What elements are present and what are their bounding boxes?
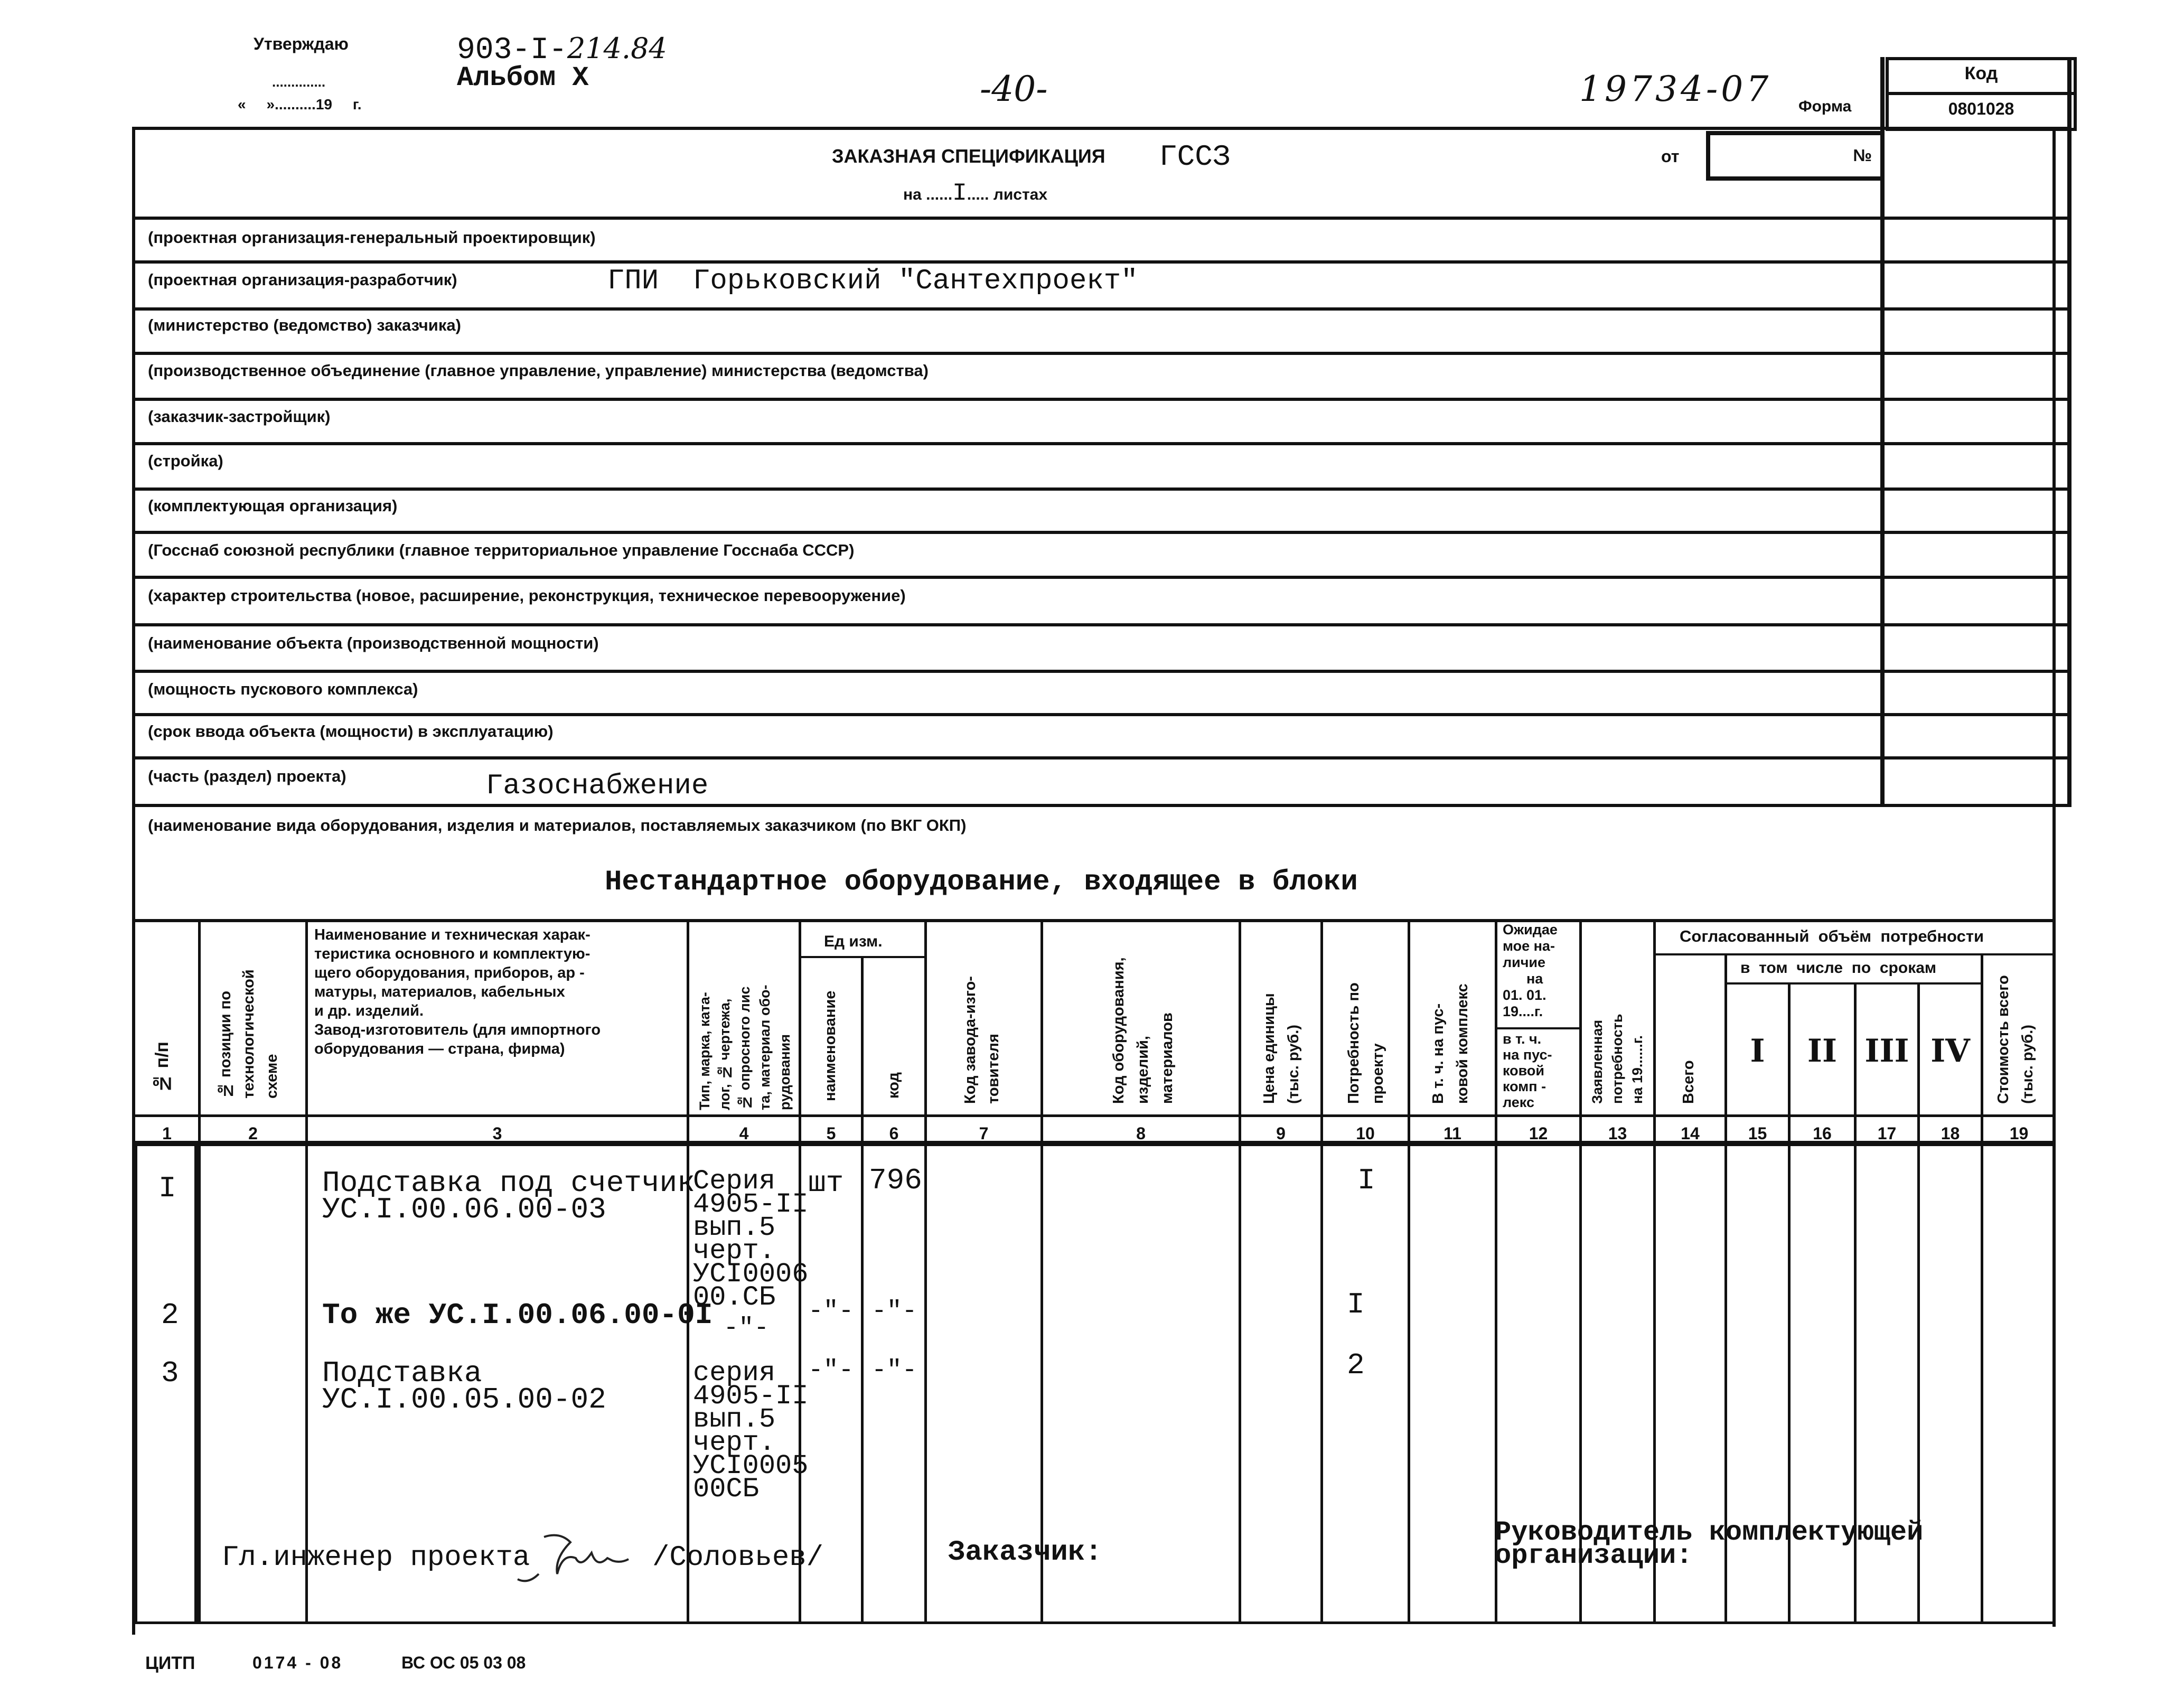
org-row-commissioning-date: (срок ввода объекта (мощности) в эксплуатацию) <box>148 722 554 740</box>
org-row-object-name: (наименование объекта (производственной мощности) <box>148 634 599 652</box>
col-header-description-line: и др. изделий. <box>314 1002 424 1019</box>
col-header-type-line: лог, № чертежа, <box>717 998 733 1110</box>
col-header-declared-line: потребность <box>1609 1014 1625 1104</box>
col-number: 4 <box>739 1124 749 1143</box>
col-header-expected-line: личие <box>1503 954 1546 970</box>
col-header-equipment-code <box>1107 930 1179 1104</box>
item-number: I <box>158 1171 176 1205</box>
col-line <box>1041 919 1043 1624</box>
item-unit: -"- <box>808 1356 854 1385</box>
col-header-description-line: Завод-изготовитель (для импортного <box>314 1021 601 1038</box>
col-header-unit-group: Ед изм. <box>824 933 883 950</box>
col-number: 19 <box>2009 1124 2029 1143</box>
col-header-description-line: Наименование и техническая харак- <box>314 926 590 943</box>
col-header-expected-launch-line: в т. ч. <box>1503 1031 1542 1047</box>
col-header-declared-line: Заявленная <box>1589 1019 1605 1104</box>
col-header-unit-price <box>1257 988 1306 1104</box>
project-code-print: 903-I- <box>457 33 567 68</box>
col-header-expected-line: мое на- <box>1503 938 1555 954</box>
project-code-handwritten: 214.84 <box>567 32 667 65</box>
col-number: 6 <box>889 1124 899 1143</box>
col-header-declared-line: на 19......г. <box>1629 1035 1645 1104</box>
row-line <box>132 576 2071 579</box>
item-name: Подставка УС.I.00.05.00-02 <box>322 1356 606 1417</box>
col-header-expected-line: на <box>1526 971 1543 987</box>
page-number: -40- <box>980 69 1048 109</box>
number-box <box>1706 131 1885 181</box>
item-unit-code: 796 <box>869 1164 922 1197</box>
col-header-manufacturer-code <box>959 930 1005 1104</box>
org-row-general-designer: (проектная организация-генеральный проектировщик) <box>148 228 596 247</box>
col-line <box>305 919 308 1624</box>
col-header-description <box>314 925 684 1058</box>
col-header-term-2: II <box>1807 1033 1838 1070</box>
org-row-completing-org: (комплектующая организация) <box>148 496 398 515</box>
footer-org: ЦИТП <box>145 1653 195 1673</box>
col-number: 17 <box>1877 1124 1897 1143</box>
col-header-expected-launch-line: лекс <box>1503 1094 1534 1110</box>
col-number: 10 <box>1356 1124 1375 1143</box>
col-header-type-line: № опросного лис <box>737 986 753 1110</box>
col-header-expected-line: Ожидае <box>1503 922 1558 937</box>
col-number: 15 <box>1748 1124 1767 1143</box>
col-header-expected-launch-line: ковой <box>1503 1063 1544 1079</box>
col-header-project-need <box>1342 945 1390 1104</box>
col-header-description-line: матуры, материалов, кабельных <box>314 983 565 1000</box>
item-number: 2 <box>161 1298 179 1332</box>
col-number: 8 <box>1136 1124 1146 1143</box>
col-number: 18 <box>1941 1124 1960 1143</box>
form-code: 0801028 <box>1948 99 2014 118</box>
col-line <box>1408 919 1410 1624</box>
org-row-launch-capacity: (мощность пускового комплекса) <box>148 680 418 698</box>
item-type: Серия 4905-II вып.5 черт. УСI0006 00.СБ <box>693 1166 809 1313</box>
col-header-launch-complex <box>1426 945 1475 1104</box>
col-header-description-line: оборудования — страна, фирма) <box>314 1040 565 1057</box>
item-number: 3 <box>161 1356 179 1390</box>
form-code-box <box>1886 90 2077 131</box>
col-header-unit-name: наименование <box>822 990 839 1101</box>
item-type: -"- <box>693 1314 770 1343</box>
number-label: № <box>1853 146 1872 165</box>
col-number: 1 <box>162 1124 172 1143</box>
col-header-expected-launch-line: на пус- <box>1503 1047 1552 1063</box>
col-header-equipment-line: Код оборудования, <box>1110 957 1127 1104</box>
col-header-expected-launch <box>1503 1031 1552 1110</box>
col-header-launch-line: В т. ч. на пус- <box>1430 1003 1447 1104</box>
item-quantity: I <box>1347 1288 1365 1321</box>
org-row-ministry: (министерство (ведомство) заказчика) <box>148 316 461 334</box>
col-header-type-line: та, материал обо- <box>757 985 773 1110</box>
col-line <box>861 956 864 1624</box>
col-number: 16 <box>1813 1124 1832 1143</box>
col-header-expected-line: 01. 01. <box>1503 987 1546 1003</box>
table-bottom <box>132 1621 2056 1624</box>
org-row-project-part-value: Газоснабжение <box>486 770 709 802</box>
col-header-total: Всего <box>1680 1060 1697 1104</box>
table-colnum-top <box>132 1114 2056 1117</box>
row-line <box>132 670 2071 673</box>
from-label: от <box>1661 147 1680 166</box>
org-row-project-part: (часть (раздел) проекта) <box>148 767 346 785</box>
col-number: 13 <box>1608 1124 1627 1143</box>
table-header-top <box>132 919 2056 922</box>
chief-engineer-name: /Соловьев/ <box>652 1542 824 1574</box>
body-left-thick <box>132 1141 137 1621</box>
item-quantity: 2 <box>1347 1348 1365 1382</box>
item-type: серия 4905-II вып.5 черт. УСI0005 00СБ <box>693 1357 809 1505</box>
col-header-cost-line: Стоимость всего <box>1995 975 2012 1104</box>
sheets-value: I <box>952 180 967 207</box>
col-line <box>687 919 689 1624</box>
col-header-term-3: III <box>1864 1033 1909 1070</box>
org-row-production-association: (производственное объединение (главное управление, управление) министерства (ведомства) <box>148 361 929 380</box>
album-label: Альбом X <box>457 62 589 93</box>
code-label: Код <box>1964 63 1998 83</box>
row-line <box>132 352 2071 355</box>
col-number: 5 <box>826 1124 836 1143</box>
col-number: 12 <box>1529 1124 1548 1143</box>
col-number: 11 <box>1443 1124 1461 1143</box>
spec-title-suffix: ГССЗ <box>1159 140 1231 174</box>
col-header-number: № п/п <box>152 1042 172 1093</box>
org-row-developer: (проектная организация-разработчик) <box>148 270 457 289</box>
row-line <box>132 756 2071 760</box>
approve-label: Утверждаю <box>254 34 349 53</box>
equipment-type-label: (наименование вида оборудования, изделия и материалов, поставляемых заказчиком (по ВКГ ОКП) <box>148 816 967 835</box>
item-name: Подставка под счетчик УС.I.00.06.00-03 <box>322 1166 695 1226</box>
row-line <box>132 398 2071 401</box>
approve-dots: .............. <box>272 74 326 90</box>
col-header-price-line: Цена единицы <box>1261 993 1278 1104</box>
customer-signature-label: Заказчик: <box>948 1536 1102 1569</box>
document-number: 19734-07 <box>1579 69 1772 109</box>
frame-top <box>132 127 2071 130</box>
org-row-construction: (стройка) <box>148 452 223 470</box>
col-header-manufacturer-line: товителя <box>985 1034 1002 1104</box>
col-header-description-line: теристика основного и комплектую- <box>314 945 590 962</box>
row-line <box>132 442 2071 445</box>
col-header-unit-code: код <box>885 1072 902 1099</box>
row-line <box>132 487 2071 491</box>
chief-engineer-label: Гл.инженер проекта <box>222 1542 530 1574</box>
c12-split-line <box>1495 1027 1582 1029</box>
approve-date: « »..........19 г. <box>238 96 362 112</box>
col-number: 2 <box>248 1124 258 1143</box>
col-header-type-mark <box>695 925 795 1110</box>
body-col1-thick <box>194 1141 200 1621</box>
row-line <box>132 713 2071 716</box>
col-header-cost-line: (тыс. руб.) <box>2019 1025 2036 1104</box>
form-label: Форма <box>1798 98 1852 115</box>
col-header-scheme-position: № позиции по технологической схеме <box>217 969 280 1099</box>
col-header-launch-line: ковой комплекс <box>1454 983 1471 1104</box>
sheets-suffix: ..... листах <box>967 186 1048 203</box>
col-header-equipment-line: изделий, <box>1135 1036 1151 1104</box>
col-header-total-cost <box>1991 951 2040 1104</box>
col-header-description-line: щего оборудования, приборов, ар - <box>314 964 585 981</box>
org-row-gossnab: (Госснаб союзной республики (главное территориальное управление Госснаба СССР) <box>148 541 855 559</box>
col-line <box>924 919 927 1624</box>
row-line <box>132 217 2071 220</box>
col-header-need-line: проекту <box>1370 1043 1386 1104</box>
row-line <box>132 260 2071 264</box>
col-header-by-terms: в том числе по срокам <box>1740 959 1937 977</box>
footer-number-1: 0174 - 08 <box>252 1653 343 1672</box>
col-header-expected <box>1503 922 1558 1020</box>
code-column-right <box>2067 57 2071 807</box>
col-number: 3 <box>492 1124 502 1143</box>
spec-title: ЗАКАЗНАЯ СПЕЦИФИКАЦИЯ <box>832 145 1105 167</box>
completing-org-head-label: Руководитель комплектующей организации: <box>1495 1517 1924 1571</box>
org-row-construction-type: (характер строительства (новое, расширение, реконструкция, техническое перевооружение) <box>148 586 906 605</box>
item-quantity: I <box>1357 1164 1375 1197</box>
col-header-manufacturer-line: Код завода-изго- <box>962 976 979 1104</box>
row-line <box>132 307 2071 311</box>
item-unit: -"- <box>808 1297 854 1326</box>
sheets-count <box>903 180 1047 207</box>
item-unit-code: -"- <box>871 1356 917 1385</box>
sheets-prefix: на ...... <box>903 186 953 203</box>
col-number: 7 <box>979 1124 989 1143</box>
col-number: 9 <box>1276 1124 1286 1143</box>
col-line <box>1239 919 1241 1624</box>
col-header-declared-need <box>1587 982 1647 1104</box>
col-header-expected-launch-line: комп - <box>1503 1079 1546 1094</box>
col-header-equipment-line: материалов <box>1159 1012 1176 1104</box>
item-unit: шт <box>808 1166 844 1200</box>
col-line <box>1981 953 1983 1624</box>
col-header-need-line: Потребность по <box>1345 982 1362 1104</box>
col-header-agreed-volume: Согласованный объём потребности <box>1680 927 1984 945</box>
col-number: 14 <box>1681 1124 1700 1143</box>
equipment-type-value: Нестандартное оборудование, входящее в блоки <box>605 866 1358 898</box>
col-line <box>1320 919 1323 1624</box>
footer-number-2: ВС ОС 05 03 08 <box>401 1653 526 1672</box>
col-header-term-4: IV <box>1930 1033 1970 1070</box>
col-header-type-line: Тип, марка, ката- <box>697 992 713 1110</box>
row-line <box>132 804 2071 807</box>
item-name: То же УС.I.00.06.00-0I <box>322 1298 713 1332</box>
col-header-expected-line: 19....г. <box>1503 1004 1543 1019</box>
row-line <box>132 531 2071 534</box>
col-header-type-line: рудования <box>777 1034 793 1110</box>
org-row-customer-builder: (заказчик-застройщик) <box>148 407 331 426</box>
item-unit-code: -"- <box>871 1297 917 1326</box>
unit-group-line <box>799 956 927 958</box>
row-line <box>132 623 2071 626</box>
col-header-price-line: (тыс. руб.) <box>1285 1025 1302 1104</box>
by-terms-line <box>1724 982 1983 985</box>
org-row-developer-value: ГПИ Горьковский "Сантехпроект" <box>607 265 1138 297</box>
col-header-term-1: I <box>1750 1033 1765 1070</box>
